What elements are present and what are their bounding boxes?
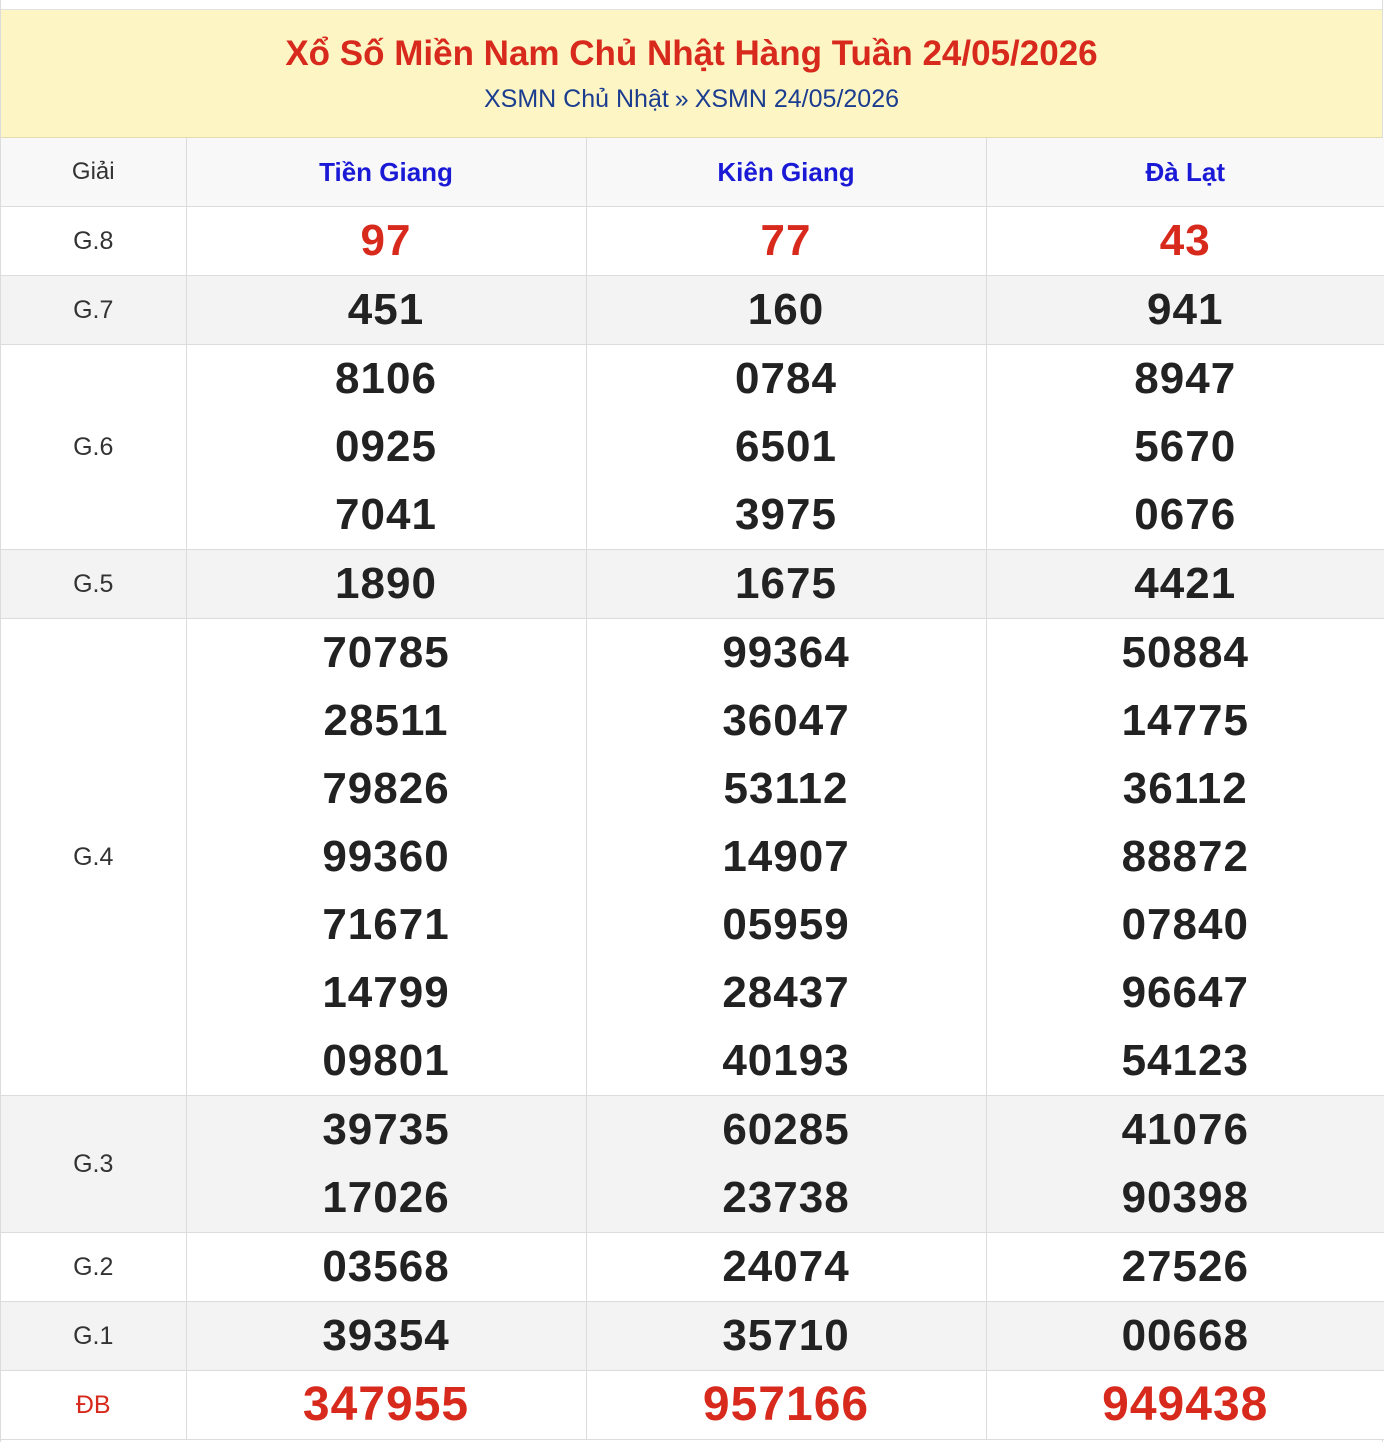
prize-label-cell — [1, 276, 186, 345]
prize-number: 28437 — [722, 968, 850, 1017]
prize-number: 50884 — [1121, 628, 1249, 677]
prize-cell — [186, 1371, 586, 1440]
prize-cell — [586, 619, 986, 1096]
prize-cell — [986, 550, 1384, 619]
prize-number: 35710 — [722, 1311, 850, 1360]
prize-number: 41076 — [1121, 1105, 1249, 1154]
prize-number: 07840 — [1121, 900, 1249, 949]
prize-label: G.7 — [73, 295, 114, 324]
prize-number: 39354 — [322, 1311, 450, 1360]
prize-cell — [586, 1096, 986, 1233]
giai-header-cell — [1, 138, 186, 207]
prize-cell — [186, 550, 586, 619]
prize-cell — [186, 1302, 586, 1371]
prize-cell — [986, 1371, 1384, 1440]
prize-number: 1890 — [335, 559, 437, 608]
prize-number: 00668 — [1121, 1311, 1249, 1360]
province-header-cell — [186, 138, 586, 207]
prize-number: 03568 — [322, 1242, 450, 1291]
prize-number: 957166 — [702, 1378, 870, 1431]
prize-number: 99360 — [322, 832, 450, 881]
prize-label: G.1 — [73, 1321, 114, 1350]
table-row — [1, 276, 1384, 345]
results-header — [1, 10, 1382, 138]
prize-number: 347955 — [302, 1378, 470, 1431]
prize-number: 8106 — [335, 354, 437, 403]
prize-cell — [986, 207, 1384, 276]
prize-cell — [986, 345, 1384, 550]
table-row — [1, 619, 1384, 1096]
prize-number: 05959 — [722, 900, 850, 949]
prize-label-cell — [1, 207, 186, 276]
prize-number: 7041 — [335, 490, 437, 539]
prize-cell — [986, 276, 1384, 345]
prize-cell — [586, 1302, 986, 1371]
prize-label-cell — [1, 619, 186, 1096]
table-row — [1, 345, 1384, 550]
prize-number: 79826 — [322, 764, 450, 813]
prize-number: 0925 — [335, 422, 437, 471]
prize-number: 96647 — [1121, 968, 1249, 1017]
prize-number: 4421 — [1134, 559, 1237, 608]
prize-label-cell — [1, 1371, 186, 1440]
prize-label-cell — [1, 1233, 186, 1302]
province-kien-giang[interactable]: Kiên Giang — [717, 156, 855, 187]
prize-number: 99364 — [722, 628, 850, 677]
prize-number: 54123 — [1121, 1036, 1249, 1085]
prize-cell — [586, 207, 986, 276]
prize-number: 17026 — [322, 1173, 450, 1222]
prize-label: G.8 — [73, 226, 114, 255]
prize-number: 53112 — [723, 764, 849, 813]
table-row — [1, 1302, 1384, 1371]
prize-label: G.3 — [73, 1149, 114, 1178]
prize-number: 90398 — [1121, 1173, 1249, 1222]
province-header-cell — [586, 138, 986, 207]
prize-cell — [986, 1096, 1384, 1233]
prize-number: 27526 — [1121, 1242, 1249, 1291]
table-row — [1, 1371, 1384, 1440]
prize-label: G.2 — [73, 1252, 114, 1281]
prize-number: 23738 — [722, 1173, 850, 1222]
prize-number: 28511 — [323, 696, 449, 745]
breadcrumb — [1, 84, 1382, 114]
prize-cell — [586, 550, 986, 619]
prize-number: 40193 — [722, 1036, 850, 1085]
top-border — [1, 0, 1382, 10]
prize-cell — [186, 207, 586, 276]
prize-number: 43 — [1159, 216, 1211, 265]
province-tien-giang[interactable]: Tiền Giang — [319, 156, 453, 187]
prize-cell — [186, 1096, 586, 1233]
prize-number: 949438 — [1102, 1378, 1269, 1431]
breadcrumb-link-xsmn-date[interactable]: XSMN 24/05/2026 — [694, 85, 899, 113]
prize-number: 88872 — [1121, 832, 1249, 881]
prize-number: 160 — [747, 285, 825, 334]
prize-cell — [186, 619, 586, 1096]
prize-cell — [186, 276, 586, 345]
prize-number: 3975 — [735, 490, 837, 539]
prize-cell — [586, 1371, 986, 1440]
prize-number: 09801 — [322, 1036, 450, 1085]
prize-number: 36112 — [1122, 764, 1248, 813]
prize-number: 14799 — [322, 968, 450, 1017]
prize-cell — [986, 1302, 1384, 1371]
prize-number: 941 — [1147, 285, 1224, 334]
prize-cell — [586, 345, 986, 550]
page-title: Xổ Số Miền Nam Chủ Nhật Hàng Tuần 24/05/2026 — [285, 34, 1098, 73]
prize-label-cell — [1, 1096, 186, 1233]
prize-number: 5670 — [1134, 422, 1237, 471]
prize-label-cell — [1, 1302, 186, 1371]
table-row — [1, 1233, 1384, 1302]
prize-number: 8947 — [1134, 354, 1237, 403]
province-da-lat[interactable]: Đà Lạt — [1145, 156, 1225, 187]
prize-cell — [586, 1233, 986, 1302]
table-row — [1, 550, 1384, 619]
prize-number: 14775 — [1121, 696, 1249, 745]
prize-number: 70785 — [322, 628, 450, 677]
prize-number: 0676 — [1134, 490, 1237, 539]
prize-label: G.4 — [73, 842, 114, 871]
prize-cell — [986, 619, 1384, 1096]
prize-number: 39735 — [322, 1105, 450, 1154]
prize-label: G.5 — [73, 569, 114, 598]
prize-number: 0784 — [735, 354, 837, 403]
prize-number: 97 — [360, 216, 412, 265]
giai-header: Giải — [71, 158, 115, 185]
prize-number: 6501 — [735, 422, 837, 471]
prize-number: 24074 — [722, 1242, 850, 1291]
prize-number: 1675 — [735, 559, 837, 608]
table-row — [1, 207, 1384, 276]
prize-cell — [986, 1233, 1384, 1302]
results-table — [1, 138, 1384, 1440]
prize-cell — [186, 1233, 586, 1302]
prize-number: 71671 — [322, 900, 450, 949]
table-row — [1, 1096, 1384, 1233]
prize-number: 77 — [760, 216, 812, 265]
prize-label: ĐB — [75, 1390, 111, 1419]
prize-label: G.6 — [73, 432, 114, 461]
breadcrumb-separator: » — [674, 85, 689, 113]
prize-label-cell — [1, 550, 186, 619]
prize-number: 14907 — [722, 832, 850, 881]
prize-number: 36047 — [722, 696, 850, 745]
breadcrumb-link-xsmn-chu-nhat[interactable]: XSMN Chủ Nhật — [484, 85, 669, 113]
prize-cell — [186, 345, 586, 550]
prize-number: 451 — [347, 285, 425, 334]
table-header-row — [1, 138, 1384, 207]
province-header-cell — [986, 138, 1384, 207]
prize-label-cell — [1, 345, 186, 550]
prize-number: 60285 — [722, 1105, 850, 1154]
prize-cell — [586, 276, 986, 345]
